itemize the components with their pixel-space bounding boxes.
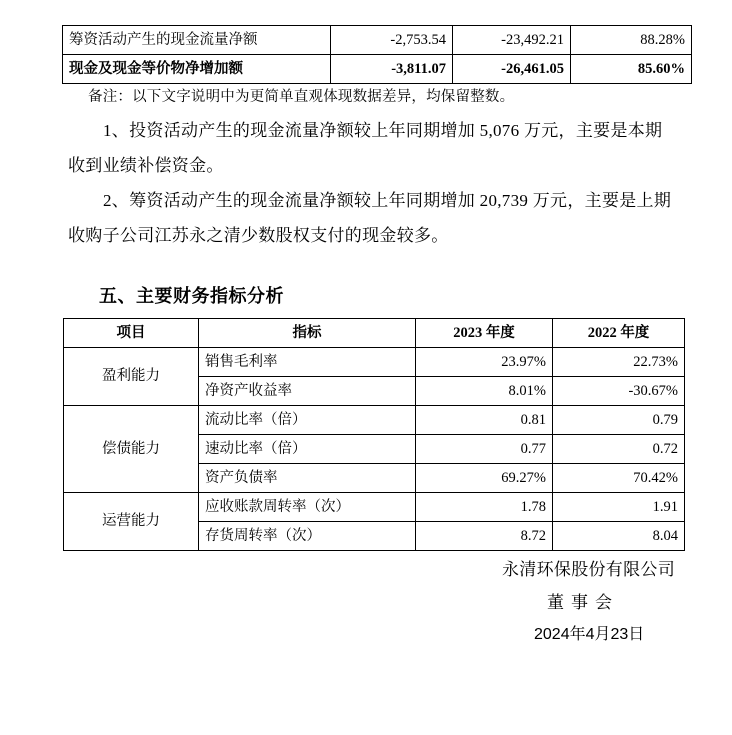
paragraph-1-line-1: 1、投资活动产生的现金流量净额较上年同期增加 5,076 万元，主要是本期 (103, 121, 663, 140)
indicator-category: 运营能力 (64, 493, 199, 551)
indicator-value-2022: 8.04 (553, 522, 685, 551)
table-row (64, 348, 685, 377)
table-row (63, 26, 692, 55)
paragraph-1-line-2: 收到业绩补偿资金。 (68, 156, 224, 175)
indicator-value-2023: 1.78 (416, 493, 553, 522)
cashflow-row-2022: -23,492.21 (453, 26, 571, 55)
indicator-category: 盈利能力 (64, 348, 199, 406)
table-row (63, 55, 692, 84)
paragraph-2-line-1: 2、筹资活动产生的现金流量净额较上年同期增加 20,739 万元，主要是上期 (103, 191, 672, 210)
signature-date: 2024年4月23日 (534, 626, 645, 643)
indicator-value-2023: 69.27% (416, 464, 553, 493)
indicator-value-2022: 70.42% (553, 464, 685, 493)
table-row (64, 406, 685, 435)
indicator-value-2022: 22.73% (553, 348, 685, 377)
cashflow-row-label: 现金及现金等价物净增加额 (63, 55, 331, 84)
header-year-2022: 2022 年度 (553, 319, 685, 348)
cashflow-row-change: 85.60% (571, 55, 692, 84)
remark-note: 备注：以下文字说明中为更简单直观体现数据差异，均保留整数。 (88, 89, 515, 105)
signature-company: 永清环保股份有限公司 (502, 560, 675, 579)
indicator-value-2022: 1.91 (553, 493, 685, 522)
table-header-row (64, 319, 685, 348)
cashflow-row-2022: -26,461.05 (453, 55, 571, 84)
indicator-value-2023: 8.72 (416, 522, 553, 551)
signature-board: 董事会 (547, 593, 619, 612)
cashflow-row-change: 88.28% (571, 26, 692, 55)
indicator-metric: 存货周转率（次） (199, 522, 416, 551)
indicator-metric: 资产负债率 (199, 464, 416, 493)
header-year-2023: 2023 年度 (416, 319, 553, 348)
indicator-metric: 净资产收益率 (199, 377, 416, 406)
header-metric: 指标 (199, 319, 416, 348)
indicator-category: 偿债能力 (64, 406, 199, 493)
paragraph-2-line-2: 收购子公司江苏永之清少数股权支付的现金较多。 (68, 226, 449, 245)
financial-indicator-table (63, 318, 685, 551)
indicator-value-2023: 23.97% (416, 348, 553, 377)
indicator-value-2022: 0.79 (553, 406, 685, 435)
indicator-metric: 应收账款周转率（次） (199, 493, 416, 522)
indicator-value-2023: 0.81 (416, 406, 553, 435)
indicator-value-2022: -30.67% (553, 377, 685, 406)
cashflow-row-label: 筹资活动产生的现金流量净额 (63, 26, 331, 55)
cashflow-row-2023: -2,753.54 (331, 26, 453, 55)
section-heading: 五、主要财务指标分析 (99, 286, 284, 306)
cashflow-row-2023: -3,811.07 (331, 55, 453, 84)
indicator-metric: 速动比率（倍） (199, 435, 416, 464)
indicator-value-2023: 8.01% (416, 377, 553, 406)
indicator-metric: 销售毛利率 (199, 348, 416, 377)
cash-flow-table (62, 25, 692, 84)
indicator-metric: 流动比率（倍） (199, 406, 416, 435)
indicator-value-2023: 0.77 (416, 435, 553, 464)
header-item: 项目 (64, 319, 199, 348)
indicator-value-2022: 0.72 (553, 435, 685, 464)
table-row (64, 493, 685, 522)
